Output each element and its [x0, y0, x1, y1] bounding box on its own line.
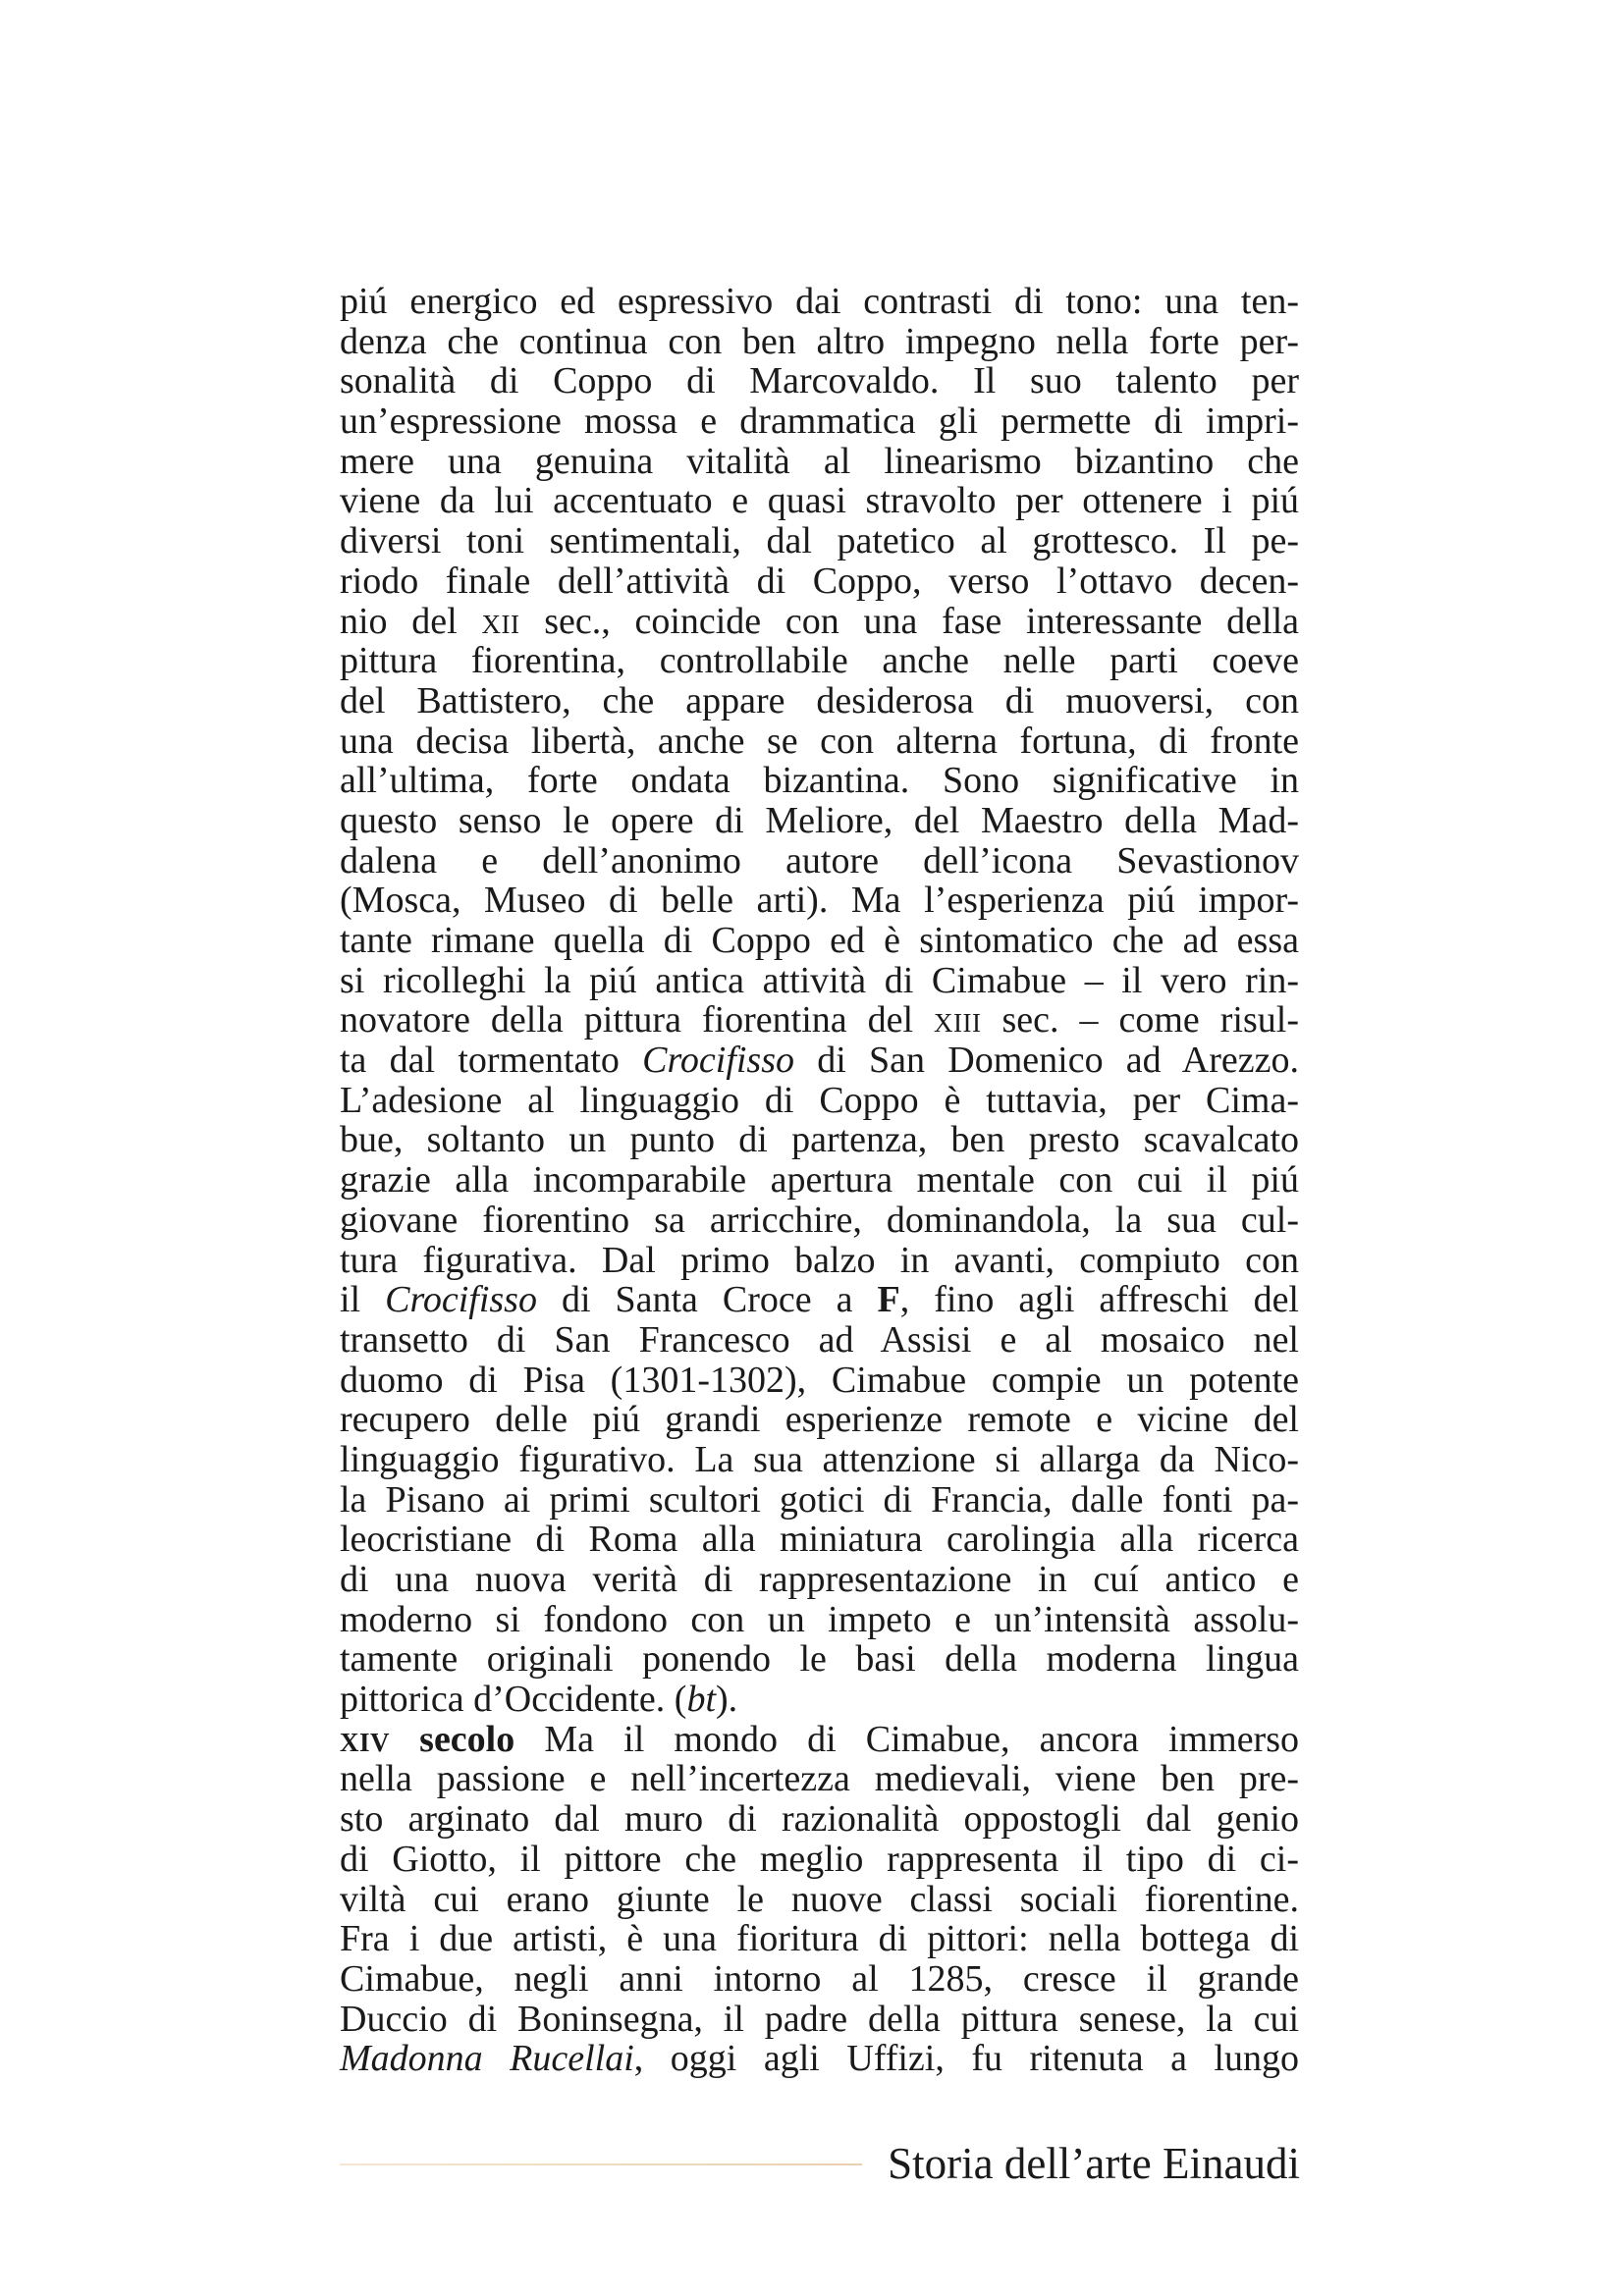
section-heading-numeral: xiv — [340, 1718, 391, 1760]
text-line: sto arginato dal muro di razionalità oppostogli dal genio — [340, 1798, 1299, 1841]
body-text — [340, 282, 1299, 2079]
text-line: giovane fiorentino sa arricchire, dominandola, la sua cul- — [340, 1199, 1299, 1241]
text-line: bue, soltanto un punto di partenza, ben presto scavalcato — [340, 1119, 1299, 1161]
text-line: si ricolleghi la piú antica attività di Cimabue – il vero rin- — [340, 959, 1299, 1001]
author-initials: bt — [686, 1679, 717, 1721]
text-line: linguaggio figurativo. La sua attenzione si allarga da Nico- — [340, 1438, 1299, 1480]
text-line: (Mosca, Museo di belle arti). Ma l’esperienza piú impor- — [340, 880, 1299, 922]
text-line: piú energico ed espressivo dai contrasti di tono: una ten- — [340, 281, 1299, 322]
artwork-title: Madonna Rucellai — [340, 2038, 634, 2080]
text-line: novatore della pittura fiorentina del xiii sec. – come risul- — [340, 999, 1299, 1041]
text-line: pittorica d’Occidente. (bt). — [340, 1679, 738, 1721]
text-line: Madonna Rucellai, oggi agli Uffizi, fu ritenuta a lungo — [340, 2038, 1299, 2080]
cross-reference: F — [877, 1279, 900, 1321]
text-line: viltà cui erano giunte le nuove classi sociali fiorentine. — [340, 1878, 1299, 1920]
text-line: duomo di Pisa (1301-1302), Cimabue compie un potente — [340, 1359, 1299, 1401]
text-line: il Crocifisso di Santa Croce a F, fino agli affreschi del — [340, 1279, 1299, 1321]
century-numeral: xii — [481, 600, 520, 642]
text-line: transetto di San Francesco ad Assisi e al mosaico nel — [340, 1318, 1299, 1361]
text-line: nio del xii sec., coincide con una fase interessante della — [340, 600, 1299, 642]
text-line: tante rimane quella di Coppo ed è sintomatico che ad essa — [340, 920, 1299, 961]
text-line: pittura fiorentina, controllabile anche nelle parti coeve — [340, 640, 1299, 682]
text-line: ta dal tormentato Crocifisso di San Domenico ad Arezzo. — [340, 1040, 1299, 1082]
text-line: questo senso le opere di Meliore, del Maestro della Mad- — [340, 799, 1299, 841]
section-heading: secolo — [419, 1718, 515, 1760]
text-line: viene da lui accentuato e quasi stravolto per ottenere i piú — [340, 480, 1299, 522]
text-line: riodo finale dell’attività di Coppo, verso l’ottavo decen- — [340, 560, 1299, 602]
text-line: diversi toni sentimentali, dal patetico al grottesco. Il pe- — [340, 520, 1299, 562]
century-numeral: xiii — [934, 999, 982, 1041]
text-line: Duccio di Boninsegna, il padre della pittura senese, la cui — [340, 1998, 1299, 2040]
text-line: di Giotto, il pittore che meglio rappresenta il tipo di ci- — [340, 1838, 1299, 1880]
text-line: recupero delle piú grandi esperienze remote e vicine del — [340, 1399, 1299, 1441]
text-line: tamente originali ponendo le basi della moderna lingua — [340, 1638, 1299, 1681]
text-line: la Pisano ai primi scultori gotici di Francia, dalle fonti pa- — [340, 1478, 1299, 1521]
text-line: nella passione e nell’incertezza medievali, viene ben pre- — [340, 1758, 1299, 1800]
artwork-title: Crocifisso — [385, 1279, 537, 1321]
text-line: moderno si fondono con un impeto e un’intensità assolu- — [340, 1598, 1299, 1640]
text-line: una decisa libertà, anche se con alterna fortuna, di fronte — [340, 720, 1299, 762]
text-line: tura figurativa. Dal primo balzo in avanti, compiuto con — [340, 1239, 1299, 1281]
text-line: del Battistero, che appare desiderosa di muoversi, con — [340, 679, 1299, 721]
text-line: di una nuova verità di rappresentazione in cuí antico e — [340, 1559, 1299, 1600]
text-line: Cimabue, negli anni intorno al 1285, cresce il grande — [340, 1957, 1299, 2000]
text-line: dalena e dell’anonimo autore dell’icona Sevastionov — [340, 839, 1299, 881]
text-line: un’espressione mossa e drammatica gli permette di impri- — [340, 400, 1299, 443]
text-line: sonalità di Coppo di Marcovaldo. Il suo talento per — [340, 360, 1299, 402]
artwork-title: Crocifisso — [642, 1040, 795, 1082]
text-line: all’ultima, forte ondata bizantina. Sono significative in — [340, 760, 1299, 802]
text-line: grazie alla incomparabile apertura mentale con cui il piú — [340, 1159, 1299, 1201]
text-line: L’adesione al linguaggio di Coppo è tuttavia, per Cima- — [340, 1079, 1299, 1121]
text-line: leocristiane di Roma alla miniatura carolingia alla ricerca — [340, 1519, 1299, 1561]
section-heading-line: xiv secolo Ma il mondo di Cimabue, ancora immerso — [340, 1718, 1300, 1760]
footer-title: Storia dell’arte Einaudi — [888, 2139, 1300, 2188]
text-line: Fra i due artisti, è una fioritura di pittori: nella bottega di — [340, 1918, 1299, 1960]
footer-rule — [340, 2163, 862, 2165]
text-line: mere una genuina vitalità al linearismo bizantino che — [340, 440, 1299, 482]
text-line: denza che continua con ben altro impegno nella forte per- — [340, 320, 1299, 362]
